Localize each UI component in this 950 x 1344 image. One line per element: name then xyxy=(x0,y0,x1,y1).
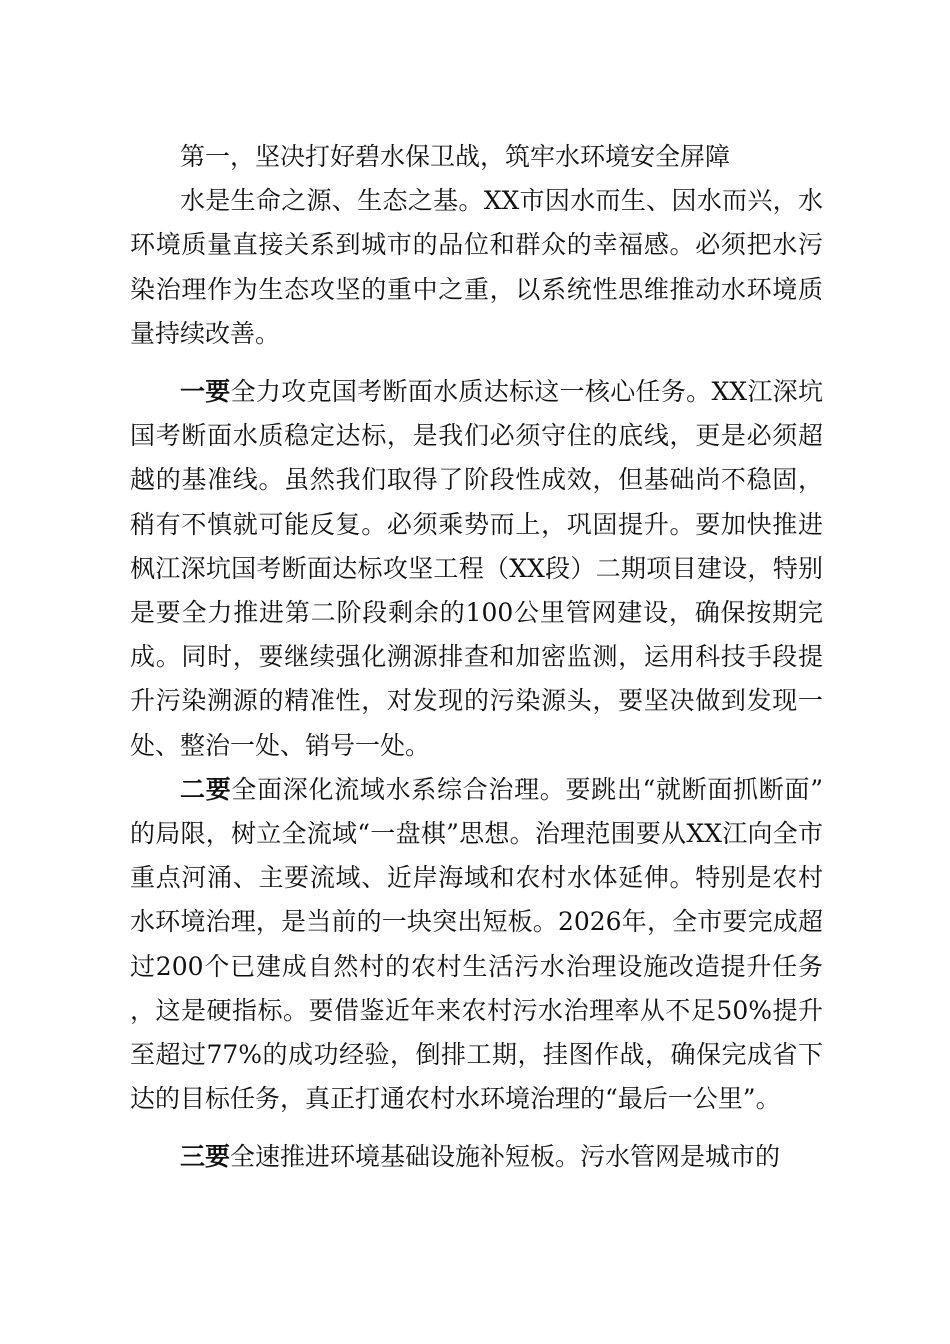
point-paragraph-3 xyxy=(130,1135,823,1179)
point-paragraph-1 xyxy=(130,370,823,768)
document-body xyxy=(130,135,823,1180)
point-lead-1: 一要 xyxy=(180,377,231,407)
intro-paragraph: 水是生命之源、生态之基。XX市因水而生、因水而兴，水环境质量直接关系到城市的品位和群众的幸福感。必须把水污染治理作为生态攻坚的重中之重，以系统性思维推动水环境质量持续改善。 xyxy=(130,186,823,348)
point-text-3: 全速推进环境基础设施补短板。污水管网是城市的 xyxy=(230,1142,781,1172)
point-lead-2: 二要 xyxy=(180,774,232,804)
point-text-1: 全力攻克国考断面水质达标这一核心任务。XX江深坑国考断面水质稳定达标，是我们必须守住的底线，更是必须超越的基准线。虽然我们取得了阶段性成效，但基础尚不稳固，稍有不慎就可能反复。必须乘势而上，巩固提升。要加快推进枫江深坑国考断面达标攻坚工程（XX段）二期项目建设，特别是要全力推进第二阶段剩余的100公里管网建设，确保按期完成。同时，要继续强化溯源排查和加密监测，运用科技手段提升污染溯源的精准性，对发现的污染源头，要坚决做到发现一处、整治一处、销号一处。 xyxy=(130,377,823,760)
point-paragraph-2 xyxy=(130,768,823,1122)
section-heading: 第一，坚决打好碧水保卫战，筑牢水环境安全屏障 xyxy=(180,142,731,171)
point-text-2: 全面深化流域水系综合治理。要跳出“就断面抓断面”的局限，树立全流域“一盘棋”思想。治理范围要从XX江向全市重点河涌、主要流域、近岸海域和农村水体延伸。特别是农村水环境治理，是当前的一块突出短板。2026年，全市要完成超过200个已建成自然村的农村生活污水治理设施改造提升任务，这是硬指标。要借鉴近年来农村污水治理率从不足50%提升至超过77%的成功经验，倒排工期，挂图作战，确保完成省下达的目标任务，真正打通农村水环境治理的“最后一公里”。 xyxy=(130,774,823,1114)
point-lead-3: 三要 xyxy=(180,1142,231,1172)
